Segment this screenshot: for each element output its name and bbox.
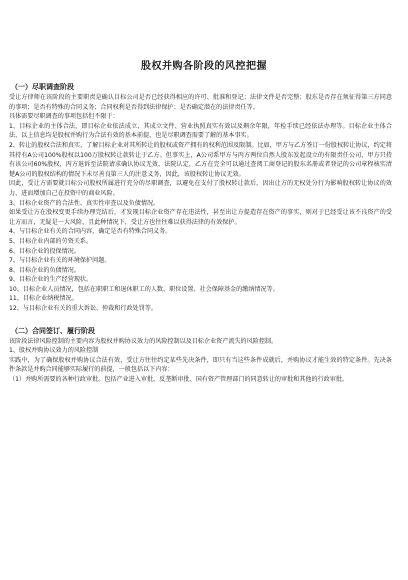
paragraph: 受让方律师在该阶段的主要职责是确认目标公司是否已经获得相应的许可、批准和登记；法律文件是否完整；股东是否存在须征得第三方同意的事项；是否有特殊的合同义务；合同权利是否得到法律保护；是否确定潜在的法律责任等。	[9, 94, 392, 111]
paragraph: 因此，受让方需要就目标公司股权所属进行充分的尽职调查，以避免在支付了股权转让款后，因出让方的无权处分行为影响股权转让协议的效力，进而增加自己在投资中的商业风险。	[9, 180, 392, 197]
list-item: 2、转让的股权合法和真实，了解目标企业对其所转让的股权或资产拥有的权利范围及限制。比如，甲方与乙方签订一份股权转让协议，约定将其持有A公司100%股权以100万股权转让款转让于乙方。但事实上，A公司系甲方与丙方两位自然人股东发起设立的有限责任公司，甲方只持有该公司60%股权，丙方退诉至法院请求确认协议无效，法院认定，乙方在完全可以通过查阅工商登记的股东名册或者登记的公司章程核实清楚A公司的股权结构的情况下未尽善良第三人的注意义务，因此，该股权转让协议无效。	[9, 141, 392, 178]
list-item: 6、目标企业的投保情况。	[9, 247, 80, 255]
paragraph: 实践中，为了确保股权并购协议合法有效，受让方往往约定某些先决条件，即只有当这些条件成就后，并购协议才能生效的特定条件。先决条件条款是并购合同能够实际履行的前提，一般包括以下内容：	[9, 356, 392, 374]
list-item: 1、股权并购协议效力的风险控制	[9, 347, 99, 355]
section-heading-due-diligence: （一）尽职调查阶段	[11, 83, 74, 91]
document-body	[9, 80, 392, 385]
section-heading-contract: （二）合同签订、履行阶段	[11, 326, 95, 335]
paragraph: 具体需要尽职调查的事项包括但不限于：	[9, 113, 119, 121]
list-item: 1、目标企业的主体合法，即目标企业依法成立，其成立文件、营业执照真实有效以及剩余年限，年检手续已经依法办理等。目标企业主体合法，以上信息均是股权并购行为合法有效的基本前提，也是尽职调查需要了解的基本事实。	[9, 122, 392, 140]
list-item: 7、与目标企业有关的环境保护问题。	[9, 257, 111, 265]
paragraph: 该阶段法律风险控制的主要内容为股权并购协议效力的风险控制以及目标企业资产流失的风险控制。	[9, 337, 278, 345]
list-item: 5、目标企业内部的劳资关系。	[9, 237, 93, 245]
list-item: 10、目标企业人员情况，包括在职职工和退休职工的人数、职位设置、社会保障基金的缴纳情况等。	[9, 285, 279, 293]
document-title: 股权并购各阶段的风控把握	[141, 61, 267, 72]
list-item: （1）并购所需要的各种行政审批。包括产业进入审批、反垄断审批、国有资产管理部门的同意转让的审批和其他的行政审批。	[9, 376, 349, 384]
list-item: 11、目标企业纳税情况。	[9, 295, 78, 303]
list-item: 12、与目标企业有关的重大诉讼、仲裁和行政处罚等。	[9, 305, 157, 313]
list-item: 9、目标企业的生产经营现状。	[9, 276, 93, 284]
paragraph: 如果受让方在股权变更手续办理完结后，才发现目标企业资产存在违法性，甚至出让方提造存在资产的事实，则对于已经受让该不良资产的受让方而言，无疑是一大风险，且此种情况下，受让方也往往难以获得法律的有效保护。	[9, 209, 392, 226]
list-item: 8、目标企业的负债情况。	[9, 266, 80, 274]
list-item: 4、与目标企业有关的合同内容，确定是否有特殊合同义务。	[9, 228, 172, 236]
list-item: 3、目标企业资产的合法性、真实性审查以及负债情况。	[9, 199, 160, 207]
